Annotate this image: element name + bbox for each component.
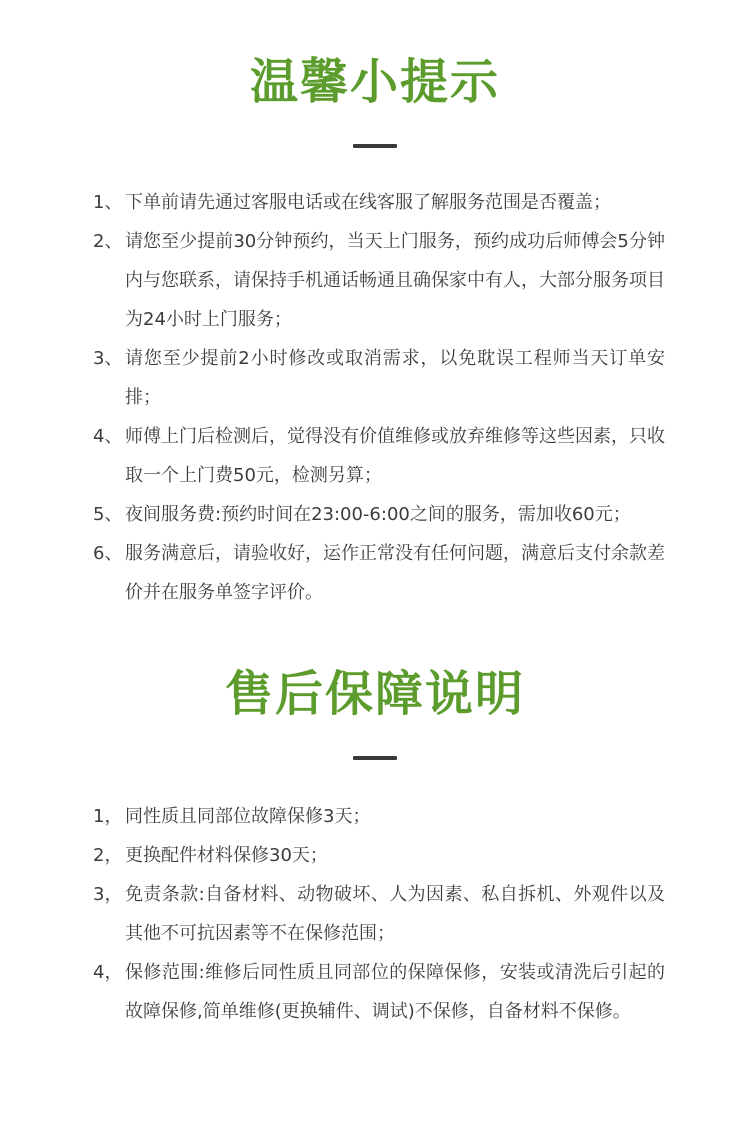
tips-item-number: 1、 xyxy=(93,192,123,213)
warranty-item-3 xyxy=(93,875,665,953)
tips-item-text: 请您至少提前2小时修改或取消需求，以免耽误工程师当天订单安排； xyxy=(125,348,665,408)
tips-item-text: 请您至少提前30分钟预约，当天上门服务，预约成功后师傅会5分钟内与您联系，请保持手机通话畅通且确保家中有人，大部分服务项目为24小时上门服务； xyxy=(125,231,665,330)
warranty-item-text: 同性质且同部位故障保修3天； xyxy=(125,806,371,827)
warranty-item-number: 2， xyxy=(93,845,123,866)
warranty-section-header xyxy=(0,664,750,724)
tips-item-2 xyxy=(93,222,665,339)
warranty-item-number: 3， xyxy=(93,884,123,905)
tips-item-number: 4、 xyxy=(93,426,123,447)
warranty-item-number: 4， xyxy=(93,962,123,983)
tips-item-text: 师傅上门后检测后，觉得没有价值维修或放弃维修等这些因素，只收取一个上门费50元，检测另算； xyxy=(125,426,665,486)
warranty-list xyxy=(93,797,665,1031)
tips-section-header xyxy=(0,52,750,112)
warranty-item-text: 保修范围:维修后同性质且同部位的保障保修，安装或清洗后引起的故障保修,简单维修(更换辅件、调试)不保修，自备材料不保修。 xyxy=(125,962,665,1022)
tips-title: 温馨小提示 xyxy=(249,54,500,110)
tips-item-1 xyxy=(93,183,665,222)
warranty-item-number: 1， xyxy=(93,806,123,827)
tips-item-6 xyxy=(93,534,665,612)
tips-item-number: 2、 xyxy=(93,231,123,252)
tips-item-number: 5、 xyxy=(93,504,123,525)
tips-item-3 xyxy=(93,339,665,417)
tips-item-text: 夜间服务费:预约时间在23:00-6:00之间的服务，需加收60元； xyxy=(125,504,631,525)
tips-list xyxy=(93,183,665,612)
warranty-divider xyxy=(353,756,397,760)
warranty-item-text: 更换配件材料保修30天； xyxy=(125,845,328,866)
tips-item-5 xyxy=(93,495,665,534)
tips-item-4 xyxy=(93,417,665,495)
tips-item-number: 6、 xyxy=(93,543,123,564)
warranty-item-1 xyxy=(93,797,665,836)
tips-item-number: 3、 xyxy=(93,348,123,369)
tips-item-text: 下单前请先通过客服电话或在线客服了解服务范围是否覆盖； xyxy=(125,192,611,213)
warranty-item-2 xyxy=(93,836,665,875)
warranty-item-text: 免责条款:自备材料、动物破坏、人为因素、私自拆机、外观件以及其他不可抗因素等不在保修范围； xyxy=(125,884,665,944)
tips-item-text: 服务满意后，请验收好，运作正常没有任何问题，满意后支付余款差价并在服务单签字评价。 xyxy=(125,543,665,603)
tips-divider xyxy=(353,144,397,148)
warranty-item-4 xyxy=(93,953,665,1031)
warranty-title: 售后保障说明 xyxy=(224,666,525,722)
